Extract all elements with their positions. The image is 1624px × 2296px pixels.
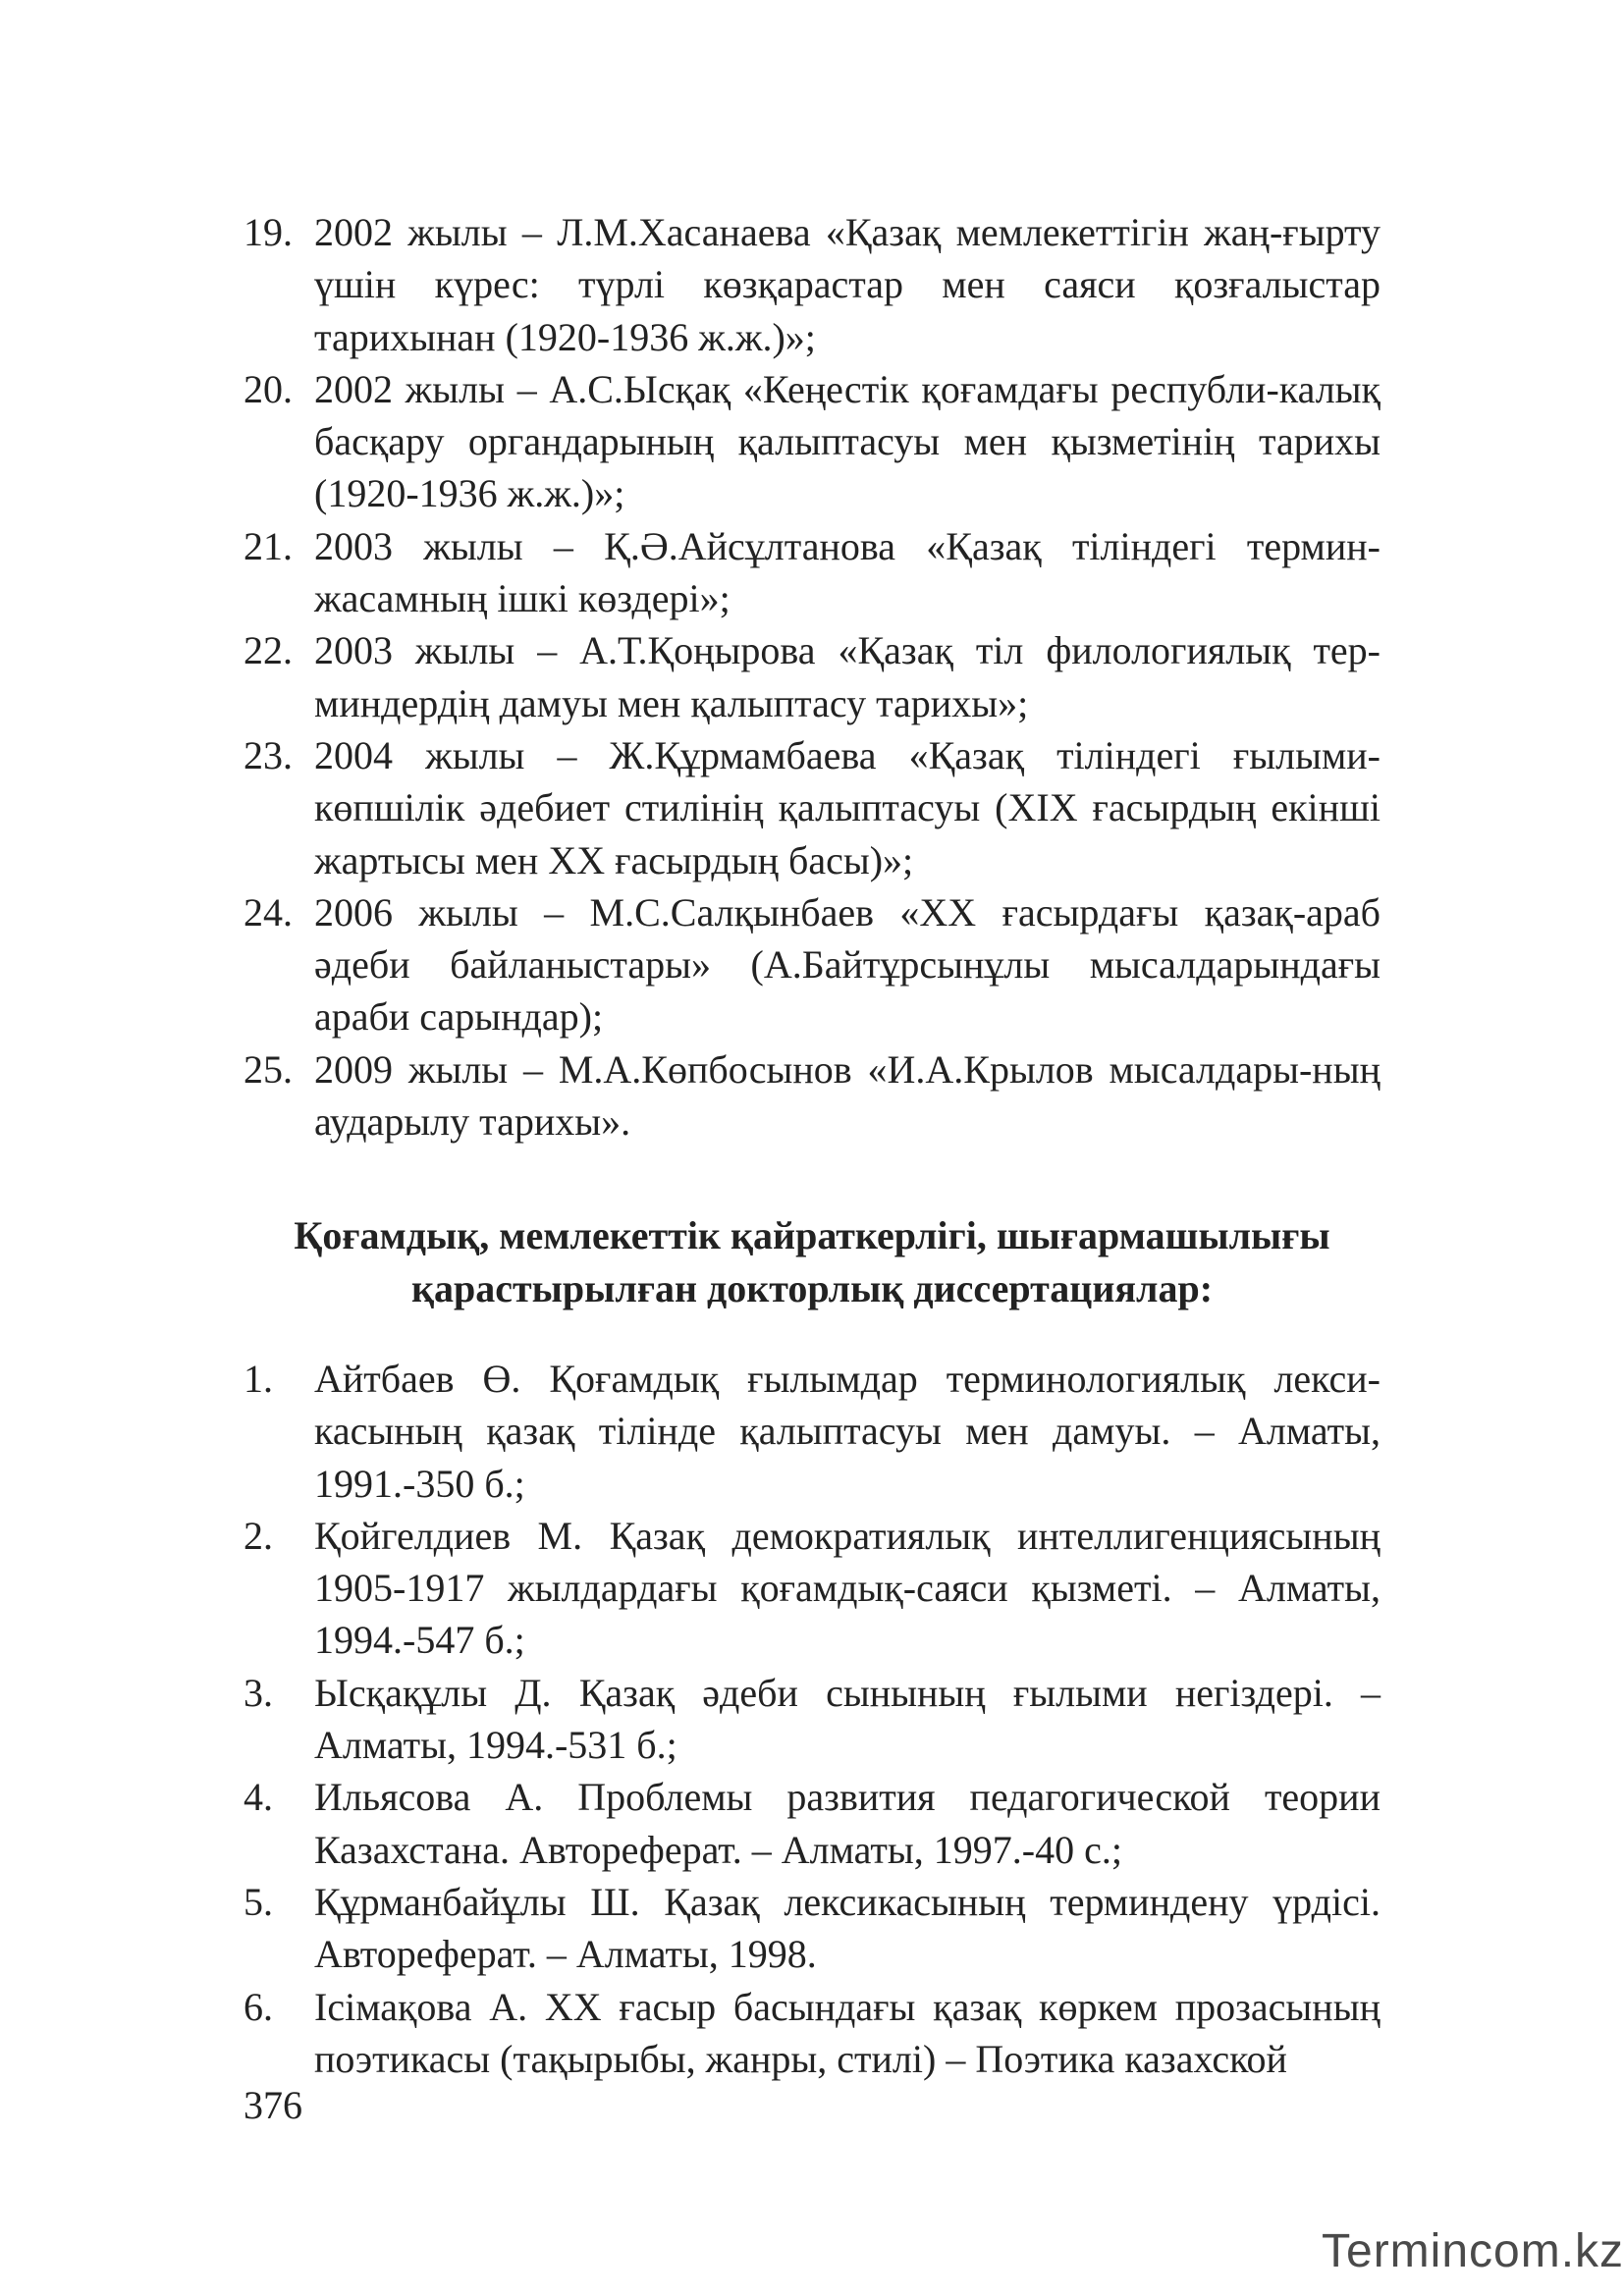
item-number: 4. xyxy=(244,1775,273,1820)
item-text: 2006 жылы – М.С.Салқынбаев «XX ғасырдағы қазақ-араб әдеби байланыстары» (А.Байтұрсынұлы мысалдарындағы араби сарындар); xyxy=(314,889,1380,1040)
list-item xyxy=(244,886,1380,1043)
list-item xyxy=(244,1876,1380,1981)
list-item xyxy=(244,520,1380,625)
item-number: 20. xyxy=(244,366,293,411)
item-number: 23. xyxy=(244,732,293,777)
item-number: 1. xyxy=(244,1357,273,1401)
dissertation-list-continued xyxy=(244,206,1380,1148)
item-text: Ісімақова А. XX ғасыр басындағы қазақ көркем прозасының поэтикасы (тақырыбы, жанры, стилі) – Поэтика казахской xyxy=(314,1984,1380,2081)
list-item xyxy=(244,1667,1380,1772)
item-number: 22. xyxy=(244,628,293,673)
list-item xyxy=(244,1353,1380,1510)
list-item xyxy=(244,363,1380,520)
list-item xyxy=(244,624,1380,729)
item-text: 2002 жылы – Л.М.Хасанаева «Қазақ мемлекеттігін жаң-ғырту үшін күрес: түрлі көзқарастар мен саяси қозғалыстар тарихынан (1920-1936 ж.ж.)»; xyxy=(314,210,1380,359)
doctoral-dissertation-list xyxy=(244,1353,1380,2085)
item-text: Қойгелдиев М. Қазақ демократиялық интеллигенциясының 1905-1917 жылдардағы қоғамдық-саяси қызметі. – Алматы, 1994.-547 б.; xyxy=(314,1513,1380,1663)
section-heading: Қоғамдық, мемлекеттік қайраткерлігі, шығармашылығы қарастырылған докторлық диссертациялар: xyxy=(294,1213,1330,1310)
list-item xyxy=(244,1981,1380,2086)
item-number: 6. xyxy=(244,1984,273,2029)
list-item xyxy=(244,1043,1380,1148)
item-text: Ильясова А. Проблемы развития педагогической теории Казахстана. Автореферат. – Алматы, 1997.-40 с.; xyxy=(314,1775,1380,1872)
item-text: Айтбаев Ө. Қоғамдық ғылымдар терминологиялық лекси-касының қазақ тілінде қалыптасуы мен дамуы. – Алматы, 1991.-350 б.; xyxy=(314,1357,1380,1506)
item-number: 24. xyxy=(244,889,293,934)
item-number: 2. xyxy=(244,1513,273,1558)
item-number: 3. xyxy=(244,1670,273,1715)
list-item xyxy=(244,1510,1380,1667)
item-number: 19. xyxy=(244,210,293,254)
item-number: 25. xyxy=(244,1046,293,1092)
item-text: 2003 жылы – А.Т.Қоңырова «Қазақ тіл филологиялық тер-миндердің дамуы мен қалыптасу тарихы»; xyxy=(314,628,1380,725)
item-text: 2009 жылы – М.А.Көпбосынов «И.А.Крылов мысалдары-ның аударылу тарихы». xyxy=(314,1046,1380,1145)
item-text: 2004 жылы – Ж.Құрмамбаева «Қазақ тіліндегі ғылыми-көпшілік әдебиет стилінің қалыптасуы (XIX ғасырдың екінші жартысы мен XX ғасырдың басы)»; xyxy=(314,732,1380,882)
item-text: Құрманбайұлы Ш. Қазақ лексикасының терминдену үрдісі. Автореферат. – Алматы, 1998. xyxy=(314,1879,1380,1977)
item-text: 2003 жылы – Қ.Ә.Айсұлтанова «Қазақ тіліндегі термин-жасамның ішкі көздері»; xyxy=(314,523,1380,621)
item-text: Ысқақұлы Д. Қазақ әдеби сынының ғылыми негіздері. – Алматы, 1994.-531 б.; xyxy=(314,1670,1380,1768)
list-item xyxy=(244,206,1380,363)
page-number: 376 xyxy=(244,2083,302,2127)
item-text: 2002 жылы – А.С.Ысқақ «Кеңестік қоғамдағы республи-калық басқару органдарының қалыптасуы мен қызметінің тарихы (1920-1936 ж.ж.)»; xyxy=(314,366,1380,516)
site-watermark: Termincom.kz xyxy=(1322,2225,1624,2277)
list-item xyxy=(244,729,1380,886)
list-item xyxy=(244,1771,1380,1876)
item-number: 21. xyxy=(244,523,293,568)
item-number: 5. xyxy=(244,1879,273,1924)
